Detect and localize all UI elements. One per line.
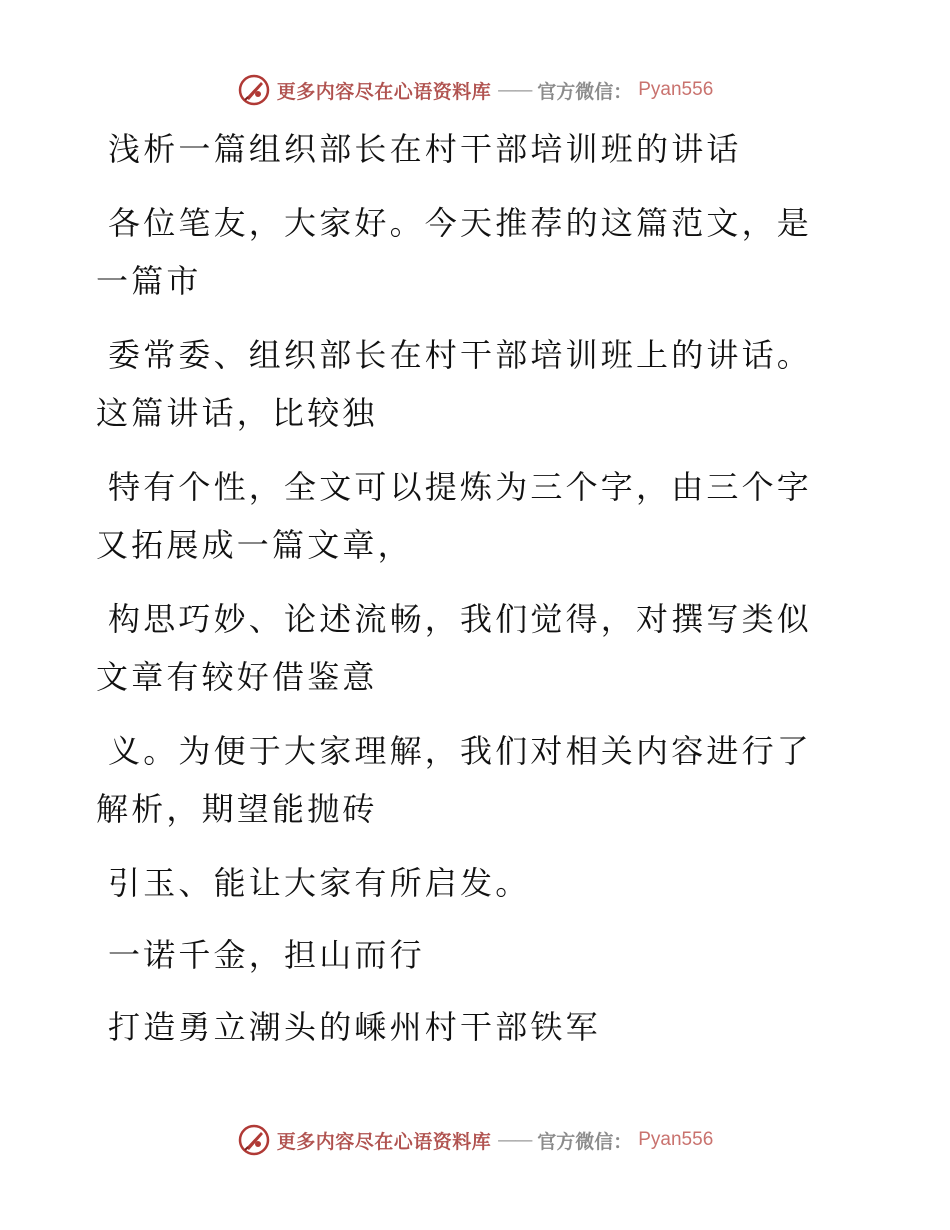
quill-logo-icon (237, 1123, 271, 1157)
paragraph: 特有个性，全文可以提炼为三个字，由三个字又拓展成一篇文章， (96, 468, 813, 564)
paragraph: 义。为便于大家理解，我们对相关内容进行了解析，期望能抛砖 (96, 732, 813, 828)
paragraph: 各位笔友，大家好。今天推荐的这篇范文，是一篇市 (96, 204, 813, 300)
footer-wechat-id: Pyan556 (638, 1129, 714, 1150)
section-subheading: 打造勇立潮头的嵊州村干部铁军 (108, 1008, 601, 1046)
footer-wechat-label: 官方微信： (537, 1130, 633, 1153)
paragraph: 委常委、组织部长在村干部培训班上的讲话。这篇讲话，比较独 (96, 336, 813, 432)
header-brand-text: 更多内容尽在心语资料库 (276, 80, 492, 103)
document-body (96, 120, 836, 1070)
footer-brand-text: 更多内容尽在心语资料库 (276, 1130, 492, 1153)
header-dash: —— (497, 79, 532, 101)
header-wechat-label: 官方微信： (537, 80, 633, 103)
quill-logo-icon (237, 73, 271, 107)
footer-dash: —— (497, 1129, 532, 1151)
header-banner (0, 70, 950, 110)
paragraph: 构思巧妙、论述流畅，我们觉得，对撰写类似文章有较好借鉴意 (96, 600, 813, 696)
footer-banner-inner (237, 1123, 714, 1157)
footer-banner (0, 1120, 950, 1160)
paragraph: 引玉、能让大家有所启发。 (108, 864, 531, 902)
document-title: 浅析一篇组织部长在村干部培训班的讲话 (108, 130, 742, 168)
section-heading: 一诺千金，担山而行 (108, 936, 425, 974)
header-banner-inner (237, 73, 714, 107)
header-wechat-id: Pyan556 (638, 79, 714, 100)
